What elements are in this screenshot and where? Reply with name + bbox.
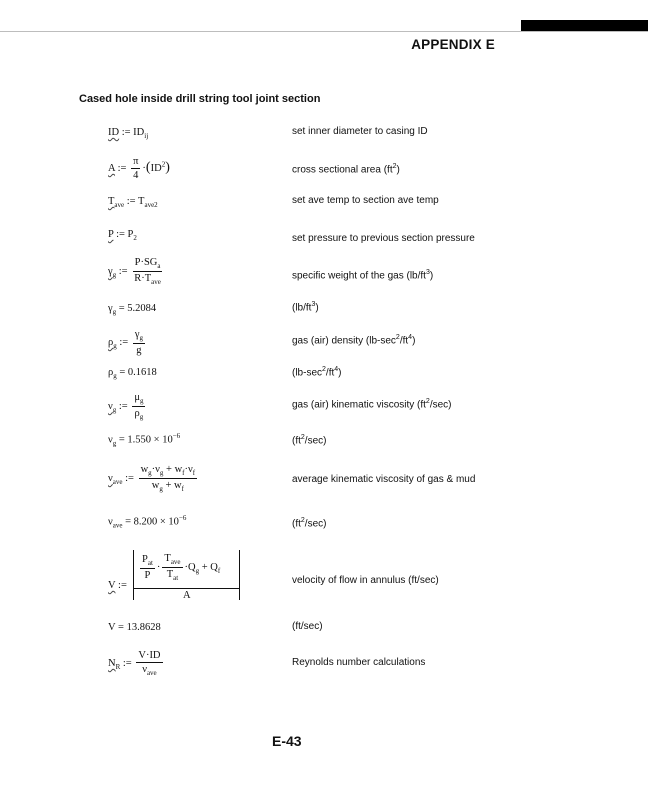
equation-tave: $T_{ave}$ := $T_{ave2}$ [108, 196, 158, 210]
desc-area: cross sectional area $(ft^2)$ [292, 163, 400, 176]
velocity-numerator: $\frac{P_{at}}{P}$ · $\frac{T_{ave}}{T_{at}}$ $\cdot Q_g + Q_f$ [142, 553, 221, 583]
section-title: Cased hole inside drill string tool joint section [79, 93, 321, 105]
result-specific-weight: $\gamma_g = 5.2084$ [108, 303, 157, 317]
unit-kinematic-viscosity: $(ft^2/\sec)$ [292, 434, 327, 447]
desc-kinematic-viscosity: gas (air) kinematic viscosity $(ft^2/\sec)$ [292, 398, 452, 411]
desc-density: gas (air) density $(lb-\sec^2/ft^4)$ [292, 334, 416, 347]
unit-density: $(lb-\sec^2/ft^4)$ [292, 366, 342, 379]
equation-kinematic-viscosity: $\nu_g$ := $\frac{\mu_g}{\rho_g}$ [108, 392, 144, 422]
equation-reynolds: $N_R$ := $\frac{V\cdot ID}{\nu_{ave}}$ [108, 650, 161, 678]
equation-area: A := $\frac{\pi}{4}$ $\cdot(ID^2)$ [108, 156, 170, 181]
unit-specific-weight: $(lb/ft^3)$ [292, 301, 319, 314]
equation-id: ID := $ID_{ij}$ [108, 127, 149, 141]
result-density: $\rho_g = 0.1618$ [108, 367, 157, 381]
desc-ave-temp: set ave temp to section ave temp [292, 195, 439, 206]
unit-velocity: (ft/sec) [292, 621, 323, 632]
desc-reynolds: Reynolds number calculations [292, 657, 426, 668]
equation-density: $\rho_g$ := $\frac{\gamma_g}{g}$ [108, 329, 143, 357]
velocity-fraction-bar [133, 588, 239, 589]
header-rule [0, 31, 648, 32]
appendix-label: APPENDIX E [411, 37, 495, 52]
desc-ave-viscosity: average kinematic viscosity of gas & mud [292, 474, 476, 485]
desc-specific-weight: specific weight of the gas $(lb/ft^3)$ [292, 269, 434, 282]
equation-pressure: P := $P_2$ [108, 229, 137, 243]
page-number: E-43 [272, 733, 302, 749]
desc-inner-diameter: set inner diameter to casing ID [292, 126, 428, 137]
velocity-lhs: V := [108, 580, 127, 591]
equation-ave-viscosity: $\nu_{ave}$ := $\frac{w_g\cdot\nu_g + w_f\cdot\nu_f}{w_g + w_f}$ [108, 464, 196, 494]
result-velocity: V = 13.8628 [108, 622, 161, 633]
velocity-denominator: A [183, 590, 191, 601]
desc-pressure: set pressure to previous section pressure [292, 233, 475, 244]
result-ave-viscosity: $\nu_{ave} = 8.200 \times 10^{-6}$ [108, 514, 187, 530]
desc-velocity: velocity of flow in annulus (ft/sec) [292, 575, 439, 586]
unit-ave-viscosity: $(ft^2/\sec)$ [292, 517, 327, 530]
result-kinematic-viscosity: $\nu_g = 1.550 \times 10^{-6}$ [108, 432, 181, 448]
equation-specific-weight: $\gamma_g$ := $\frac{P\cdot SG_a}{R\cdot T_{ave}}$ [108, 257, 161, 287]
